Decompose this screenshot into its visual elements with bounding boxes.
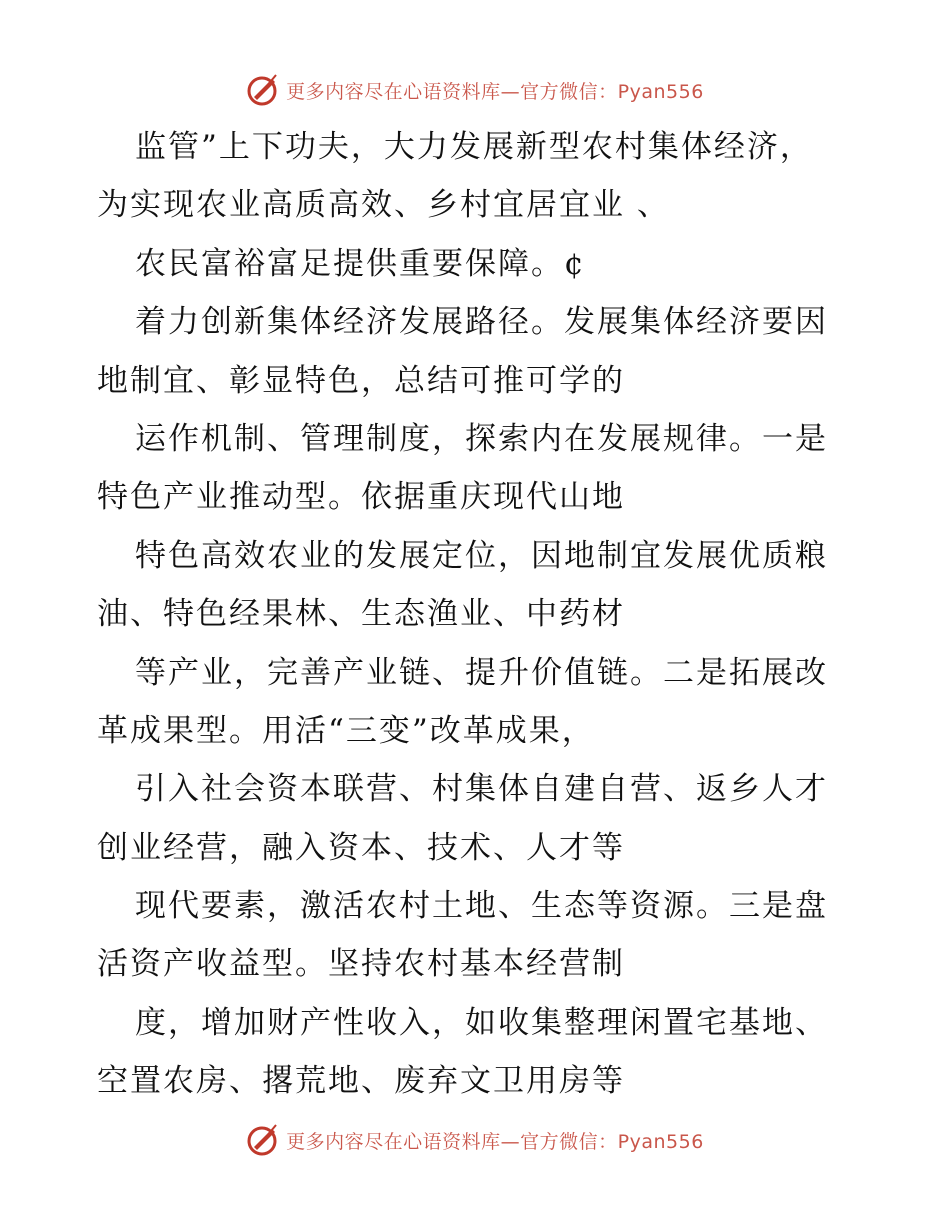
text-line: 度，增加财产性收入，如收集整理闲置宅基地、 xyxy=(135,1004,828,1041)
text-line: 特色高效农业的发展定位，因地制宜发展优质粮 xyxy=(135,537,828,574)
text-line: 革成果型。用活“三变”改革成果， xyxy=(97,712,595,749)
text-line: 农民富裕富足提供重要保障。¢ xyxy=(135,245,586,282)
text-line: 等产业，完善产业链、提升价值链。二是拓展改 xyxy=(135,654,828,691)
quill-seal-logo-icon xyxy=(246,1123,280,1157)
header-watermark xyxy=(0,70,950,110)
text-line: 油、特色经果林、生态渔业、中药材 xyxy=(97,596,625,633)
document-body xyxy=(97,118,857,1111)
text-line: 为实现农业高质高效、乡村宜居宜业 、 xyxy=(97,187,670,224)
footer-watermark-text: 更多内容尽在心语资料库—官方微信：Pyan556 xyxy=(286,1130,704,1153)
text-line: 地制宜、彰显特色，总结可推可学的 xyxy=(97,362,625,399)
footer-watermark xyxy=(0,1120,950,1160)
text-line: 活资产收益型。坚持农村基本经营制 xyxy=(97,946,625,983)
text-line: 引入社会资本联营、村集体自建自营、返乡人才 xyxy=(135,771,828,808)
text-line: 特色产业推动型。依据重庆现代山地 xyxy=(97,479,625,516)
text-line: 监管”上下功夫，大力发展新型农村集体经济， xyxy=(135,129,813,165)
text-line: 空置农房、撂荒地、废弃文卫用房等 xyxy=(97,1063,625,1100)
text-line: 运作机制、管理制度，探索内在发展规律。一是 xyxy=(135,420,828,457)
quill-seal-logo-icon xyxy=(246,73,280,107)
text-line: 现代要素，激活农村土地、生态等资源。三是盘 xyxy=(135,888,828,925)
text-line: 创业经营，融入资本、技术、人才等 xyxy=(97,829,625,866)
text-line: 着力创新集体经济发展路径。发展集体经济要因 xyxy=(135,304,828,341)
header-watermark-text: 更多内容尽在心语资料库—官方微信：Pyan556 xyxy=(286,80,704,103)
